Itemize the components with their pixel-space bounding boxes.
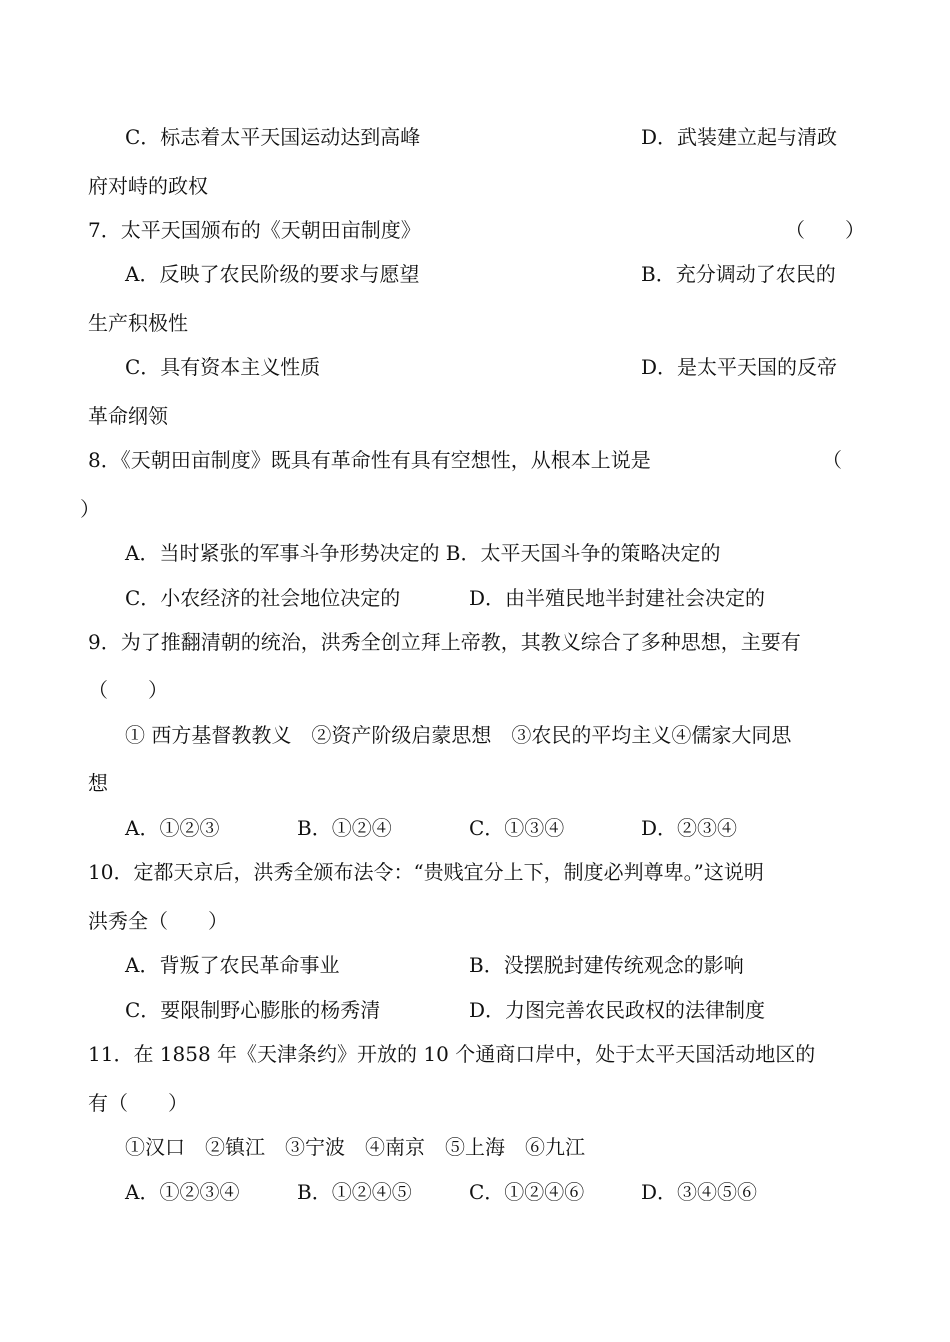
q10-option-d: D．力图完善农民政权的法律制度 [469,998,766,1022]
q10-option-c: C．要限制野心膨胀的杨秀清 [125,998,381,1022]
q9-option-a: A．①②③ [125,816,220,840]
q8-stem: 8．《天朝田亩制度》既具有革命性有具有空想性，从根本上说是 [88,448,651,472]
q8-answer-blank-close: ） [80,497,100,521]
q9-answer-blank: （ ） [88,678,168,702]
q10-option-b: B．没摆脱封建传统观念的影响 [469,953,744,977]
q6-option-d-continued: 府对峙的政权 [88,174,208,198]
q7-option-b: B．充分调动了农民的 [641,262,836,286]
q9-option-b: B．①②④ [297,816,392,840]
q9-option-d: D．②③④ [641,816,738,840]
q8-answer-blank-open: （ [822,448,842,472]
q7-option-b-continued: 生产积极性 [88,311,188,335]
q11-option-a: A．①②③④ [125,1180,240,1204]
q6-option-d: D．武装建立起与清政 [641,125,838,149]
q7-answer-blank: （ ） [785,218,865,242]
q9-option-c: C．①③④ [469,816,565,840]
q11-option-c: C．①②④⑥ [469,1180,585,1204]
q11-stem-continued: 有（ ） [88,1091,188,1115]
q10-stem: 10．定都天京后，洪秀全颁布法令：“贵贱宜分上下，制度必判尊卑。”这说明 [88,860,764,884]
q6-option-c: C．标志着太平天国运动达到高峰 [125,125,421,149]
q9-items-continued: 想 [88,771,108,795]
q10-option-a: A．背叛了农民革命事业 [125,953,340,977]
q7-option-d-continued: 革命纲领 [88,404,168,428]
q7-stem: 7．太平天国颁布的《天朝田亩制度》 [88,218,421,242]
q9-items: ① 西方基督教教义 ②资产阶级启蒙思想 ③农民的平均主义④儒家大同思 [125,723,792,747]
q11-option-d: D．③④⑤⑥ [641,1180,758,1204]
q7-option-a: A．反映了农民阶级的要求与愿望 [125,262,420,286]
q7-option-d: D．是太平天国的反帝 [641,355,838,379]
q8-option-c: C．小农经济的社会地位决定的 [125,586,401,610]
q8-option-d: D．由半殖民地半封建社会决定的 [469,586,766,610]
q11-option-b: B．①②④⑤ [297,1180,412,1204]
q7-option-c: C．具有资本主义性质 [125,355,321,379]
q10-stem-continued: 洪秀全（ ） [88,909,228,933]
q8-options-a-b: A．当时紧张的军事斗争形势决定的 B．太平天国斗争的策略决定的 [125,541,721,565]
q11-items: ①汉口 ②镇江 ③宁波 ④南京 ⑤上海 ⑥九江 [125,1135,585,1159]
q9-stem: 9．为了推翻清朝的统治，洪秀全创立拜上帝教，其教义综合了多种思想，主要有 [88,630,801,654]
q11-stem: 11．在 1858 年《天津条约》开放的 10 个通商口岸中，处于太平天国活动地区的 [88,1042,816,1066]
